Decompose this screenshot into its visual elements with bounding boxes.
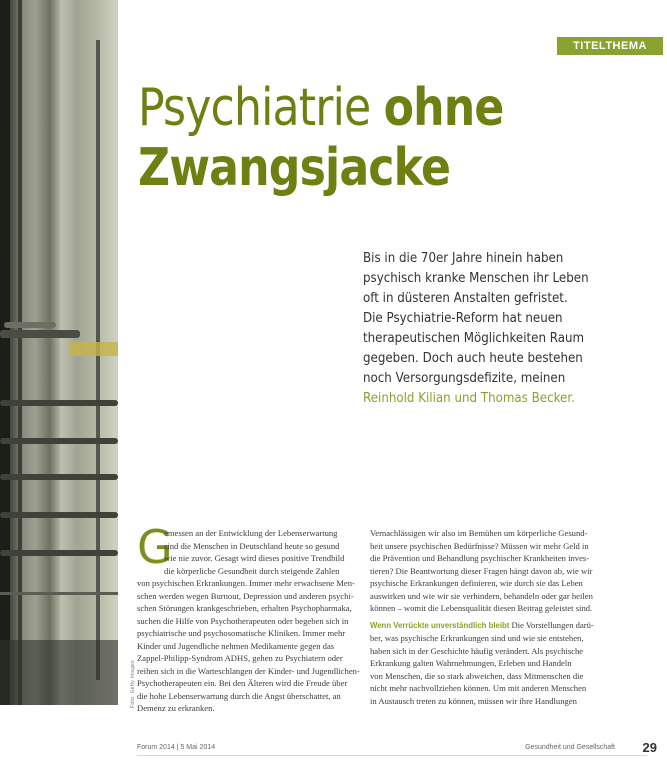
section-tag: TITELTHEMA xyxy=(557,37,663,55)
door-illustration xyxy=(0,0,118,705)
body-line: Erkrankung galten Wahrnehmungen, Erleben und Handeln xyxy=(370,658,572,668)
body-line: schen Störungen krankgeschrieben, erhalten Psychopharmaka, xyxy=(137,603,352,613)
door-photo xyxy=(0,0,118,705)
body-line: sind die Menschen in Deutschland heute so gesund xyxy=(164,540,340,551)
body-line-with-subhead xyxy=(370,619,626,633)
body-line: schen werden wegen Burnout, Depression und anderen psychi- xyxy=(137,590,354,601)
body-line: haben sich in der Geschichte häufig verändert. Als psychische xyxy=(370,645,584,656)
body-line: tieren? Die Beantwortung dieser Fragen hängt davon ab, wie wir xyxy=(370,565,593,576)
body-line: psychiatrische und psychosomatische Kliniken. Immer mehr xyxy=(137,628,346,638)
body-line: Zappel-Philipp-Syndrom ADHS, gehen zu Psychiatern oder xyxy=(137,653,343,663)
headline-line2: Zwangsjacke xyxy=(138,138,451,198)
body-line: von psychischen Erkrankungen. Immer mehr erwachsene Men- xyxy=(137,578,355,588)
body-line: suchen die Hilfe von Psychotherapeuten oder begeben sich in xyxy=(137,615,349,626)
lead-line: psychisch kranke Menschen ihr Leben xyxy=(363,271,589,286)
body-line: die körperliche Gesundheit durch steigende Zahlen xyxy=(164,565,340,576)
body-line: Demenz zu erkranken. xyxy=(137,703,215,713)
page-number: 29 xyxy=(642,740,657,755)
lead-paragraph xyxy=(363,249,597,409)
lead-line: oft in düsteren Anstalten gefristet. xyxy=(363,291,568,306)
body-line: die hohe Lebenserwartung durch die Angst überschattet, an xyxy=(137,690,341,701)
footer-magazine: Gesundheit und Gesellschaft xyxy=(525,744,615,751)
body-line: wie nie zuvor. Gesagt wird dieses positive Trendbild xyxy=(164,553,345,563)
body-line: Psychotherapeuten ein. Bei den Älteren wird die Freude über xyxy=(137,678,348,688)
body-column-2 xyxy=(370,527,626,707)
footer-issue: Forum 2014 | 5 Mai 2014 xyxy=(137,744,216,751)
lead-line: gegeben. Doch auch heute bestehen xyxy=(363,351,583,366)
body-line: die Prävention und Behandlung psychischer Krankheiten inves- xyxy=(370,553,590,563)
lead-line: therapeutischen Möglichkeiten Raum xyxy=(363,331,585,346)
body-line: heit unsere psychischen Bedürfnisse? Müssen wir mehr Geld in xyxy=(370,540,589,551)
lead-line: noch Versorgungsdefizite, meinen xyxy=(363,371,566,386)
body-line: Kinder und Jugendliche nehmen Medikamente gegen das xyxy=(137,640,335,651)
footer-rule xyxy=(137,755,647,756)
body-column-1 xyxy=(137,527,373,715)
body-text: Die Vorstellungen darü- xyxy=(511,619,594,630)
lead-authors: Reinhold Kilian und Thomas Becker. xyxy=(363,391,575,406)
body-line: reihen sich in die Warteschlangen der Kinder- und Jugendlichen- xyxy=(137,665,360,676)
body-line: in Austausch treten zu können, müssen wir ihre Handlungen xyxy=(370,695,577,706)
body-line: nicht mehr nachvollziehen können. Um mit anderen Menschen xyxy=(370,683,587,693)
body-line: Vernachlässigen wir also im Bemühen um körperliche Gesund- xyxy=(370,528,588,538)
body-line: auswirken und wie wir sie verhindern, behandeln oder gar heilen xyxy=(370,590,593,601)
body-line: psychische Erkrankungen definieren, wie durch sie das Leben xyxy=(370,578,583,588)
body-line: können – womit die Lebensqualität diesen Beitrag geleistet sind. xyxy=(370,603,593,613)
lead-line: Die Psychiatrie-Reform hat neuen xyxy=(363,311,563,326)
section-subhead: Wenn Verrückte unverständlich bleibt xyxy=(370,620,510,630)
photo-credit: Foto: Getty Images xyxy=(130,660,136,708)
body-line: emessen an der Entwicklung der Lebenserwartung xyxy=(164,528,338,538)
headline-part-bold: ohne xyxy=(383,78,504,138)
body-line: ber, was psychische Erkrankungen sind und wie sie entstehen, xyxy=(370,633,584,643)
headline xyxy=(138,78,580,198)
lead-line: Bis in die 70er Jahre hinein haben xyxy=(363,251,564,266)
headline-part-light: Psychiatrie xyxy=(138,78,384,138)
drop-cap: G xyxy=(137,520,173,574)
body-line: von Menschen, die so stark abweichen, dass Mitmenschen die xyxy=(370,670,584,681)
